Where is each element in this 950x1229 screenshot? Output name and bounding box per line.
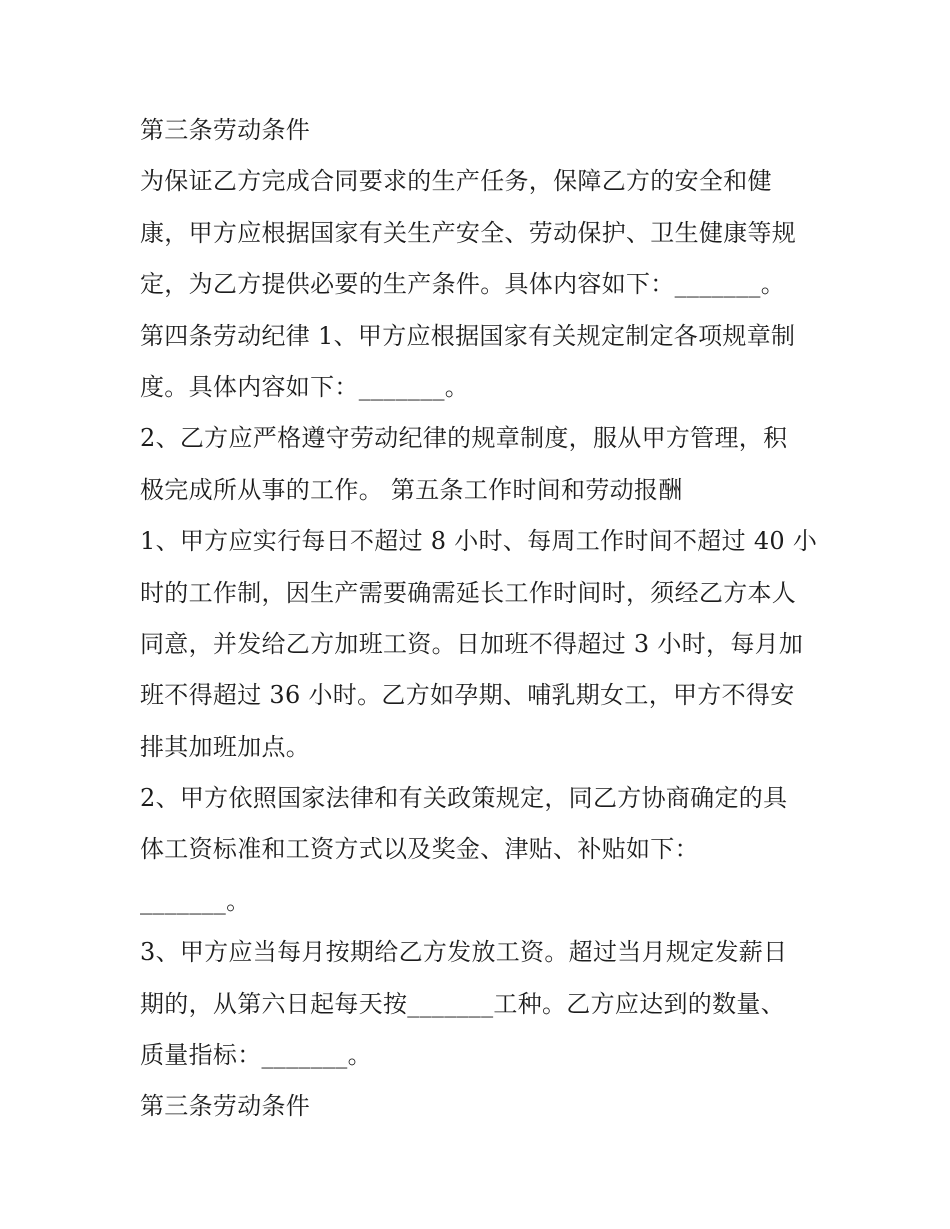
paragraph-line: 体工资标准和工资方式以及奖金、津贴、补贴如下： — [140, 835, 699, 864]
section-heading: 第三条劳动条件 — [140, 1092, 311, 1121]
section-heading: 第三条劳动条件 — [140, 116, 311, 144]
paragraph-line: 同意，并发给乙方加班工资。日加班不得超过 3 小时，每月加 — [140, 629, 804, 658]
paragraph-line: 康，甲方应根据国家有关生产安全、劳动保护、卫生健康等规 — [140, 218, 797, 247]
paragraph-line: 3、甲方应当每月按期给乙方发放工资。超过当月规定发薪日 — [140, 938, 788, 967]
paragraph-line: 排其加班加点。 — [140, 732, 311, 761]
paragraph-line: 班不得超过 36 小时。乙方如孕期、哺乳期女工，甲方不得安 — [140, 681, 795, 710]
paragraph-line: 定，为乙方提供必要的生产条件。具体内容如下：_______。 — [140, 270, 785, 299]
paragraph-line: 1、甲方应实行每日不超过 8 小时、每周工作时间不超过 40 小 — [140, 527, 818, 556]
paragraph-line: _______。 — [140, 886, 251, 915]
paragraph-line: 极完成所从事的工作。 第五条工作时间和劳动报酬 — [140, 475, 683, 504]
paragraph-line: 2、乙方应严格遵守劳动纪律的规章制度，服从甲方管理，积 — [140, 424, 788, 453]
paragraph-line: 第四条劳动纪律 1、甲方应根据国家有关规定制定各项规章制 — [140, 321, 796, 350]
paragraph-line: 度。具体内容如下：_______。 — [140, 372, 470, 401]
paragraph-line: 为保证乙方完成合同要求的生产任务，保障乙方的安全和健 — [140, 167, 772, 196]
document-body — [140, 105, 820, 1133]
paragraph-line: 期的，从第六日起每天按_______工种。乙方应达到的数量、 — [140, 989, 785, 1018]
paragraph-line: 时的工作制，因生产需要确需延长工作时间时，须经乙方本人 — [140, 578, 797, 607]
paragraph-line: 质量指标：_______。 — [140, 1041, 372, 1070]
paragraph-line: 2、甲方依照国家法律和有关政策规定，同乙方协商确定的具 — [140, 784, 788, 813]
